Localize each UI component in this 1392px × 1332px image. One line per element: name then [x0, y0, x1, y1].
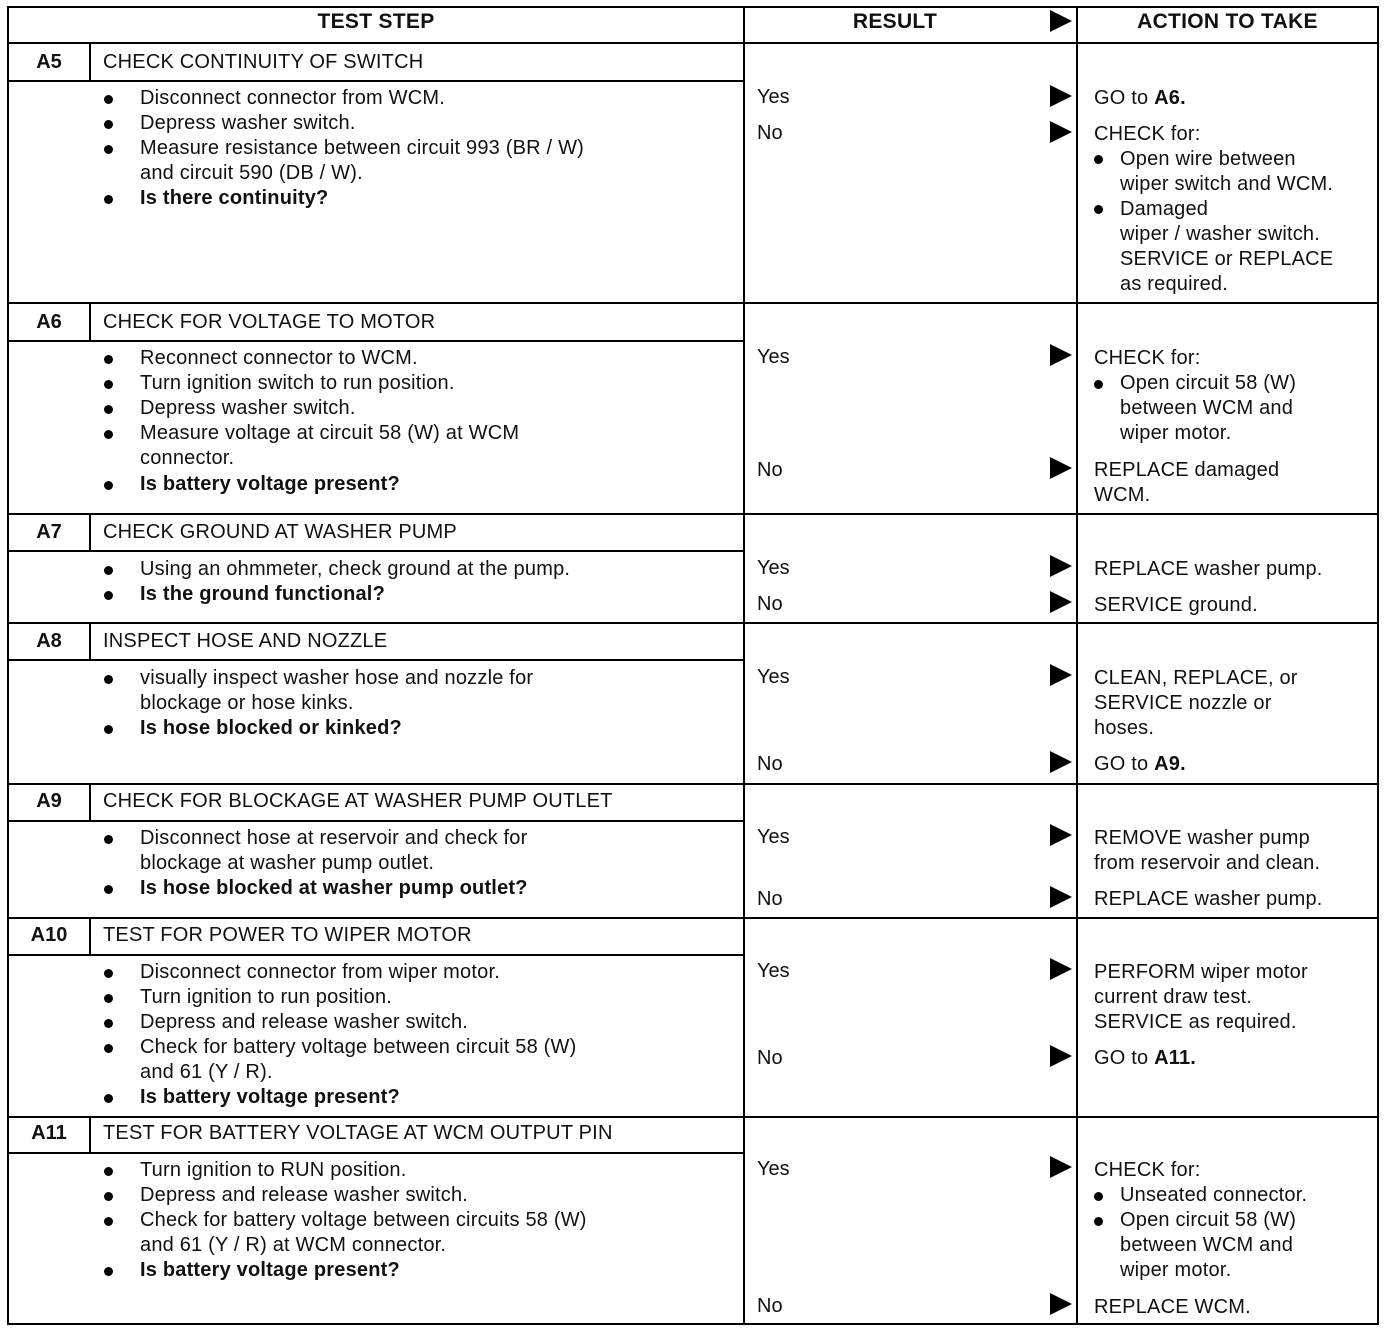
result-no: No — [757, 122, 783, 144]
action-text: wiper switch and WCM. — [1120, 173, 1334, 195]
title-underline — [9, 820, 743, 822]
step-line: Disconnect connector from wiper motor. — [140, 961, 500, 983]
action-text: CHECK for: — [1094, 1159, 1201, 1181]
step-title: CHECK FOR BLOCKAGE AT WASHER PUMP OUTLET — [103, 790, 613, 812]
header-arrow-icon — [1050, 10, 1072, 32]
step-question: Is battery voltage present? — [140, 1086, 400, 1108]
step-line: Disconnect connector from WCM. — [140, 87, 445, 109]
action-text: wiper motor. — [1120, 422, 1232, 444]
action-text: wiper / washer switch. — [1120, 223, 1321, 245]
step-line: blockage at washer pump outlet. — [140, 852, 435, 874]
arrow-right-icon — [1050, 85, 1072, 107]
step-line: Turn ignition switch to run position. — [140, 372, 455, 394]
row-divider — [7, 622, 1379, 624]
bullet-icon — [104, 566, 113, 575]
step-id: A9 — [36, 790, 62, 812]
action-text: Open circuit 58 (W) — [1120, 1209, 1297, 1231]
arrow-right-icon — [1050, 457, 1072, 479]
arrow-right-icon — [1050, 886, 1072, 908]
arrow-right-icon — [1050, 824, 1072, 846]
title-underline — [9, 340, 743, 342]
arrow-right-icon — [1050, 751, 1072, 773]
result-yes: Yes — [757, 826, 790, 848]
step-line: Check for battery voltage between circuits 58 (W) — [140, 1209, 587, 1231]
action-text: Open wire between — [1120, 148, 1296, 170]
action-text: Open circuit 58 (W) — [1120, 372, 1297, 394]
col-divider-result — [743, 6, 745, 1325]
arrow-right-icon — [1050, 958, 1072, 980]
id-divider — [89, 304, 91, 341]
bullet-icon — [1094, 1217, 1103, 1226]
id-divider — [89, 919, 91, 955]
bullet-icon — [104, 675, 113, 684]
bullet-icon — [104, 1094, 113, 1103]
step-title: CHECK GROUND AT WASHER PUMP — [103, 521, 457, 543]
step-title: CHECK CONTINUITY OF SWITCH — [103, 51, 424, 73]
row-divider — [7, 302, 1379, 304]
action-text: PERFORM wiper motor — [1094, 961, 1308, 983]
bullet-icon — [104, 405, 113, 414]
result-yes: Yes — [757, 1158, 790, 1180]
action-text: between WCM and — [1120, 397, 1294, 419]
action-text: GO to A9. — [1094, 753, 1186, 775]
bullet-icon — [104, 355, 113, 364]
step-title: TEST FOR POWER TO WIPER MOTOR — [103, 924, 472, 946]
result-no: No — [757, 459, 783, 481]
title-underline — [9, 550, 743, 552]
arrow-right-icon — [1050, 344, 1072, 366]
step-line: and 61 (Y / R) at WCM connector. — [140, 1234, 447, 1256]
step-question: Is hose blocked at washer pump outlet? — [140, 877, 528, 899]
title-underline — [9, 1152, 743, 1154]
action-text: SERVICE as required. — [1094, 1011, 1297, 1033]
action-text: as required. — [1120, 273, 1229, 295]
step-question: Is battery voltage present? — [140, 1259, 400, 1281]
bullet-icon — [1094, 155, 1103, 164]
step-line: connector. — [140, 447, 235, 469]
id-divider — [89, 785, 91, 821]
result-yes: Yes — [757, 86, 790, 108]
action-text: REMOVE washer pump — [1094, 827, 1310, 849]
action-text: SERVICE or REPLACE — [1120, 248, 1334, 270]
id-divider — [89, 44, 91, 81]
bullet-icon — [104, 994, 113, 1003]
arrow-right-icon — [1050, 1293, 1072, 1315]
step-title: TEST FOR BATTERY VOLTAGE AT WCM OUTPUT PIN — [103, 1122, 613, 1144]
step-line: Check for battery voltage between circuit 58 (W) — [140, 1036, 577, 1058]
row-divider — [7, 1116, 1379, 1118]
bullet-icon — [104, 969, 113, 978]
step-line: and 61 (Y / R). — [140, 1061, 273, 1083]
result-no: No — [757, 753, 783, 775]
step-line: Depress washer switch. — [140, 112, 356, 134]
id-divider — [89, 1118, 91, 1153]
bullet-icon — [104, 1019, 113, 1028]
step-question: Is the ground functional? — [140, 583, 385, 605]
bullet-icon — [104, 591, 113, 600]
action-text: wiper motor. — [1120, 1259, 1232, 1281]
step-question: Is there continuity? — [140, 187, 329, 209]
bullet-icon — [104, 95, 113, 104]
title-underline — [9, 659, 743, 661]
bullet-icon — [104, 1217, 113, 1226]
title-underline — [9, 80, 743, 82]
step-id: A10 — [30, 924, 68, 946]
step-line: Disconnect hose at reservoir and check for — [140, 827, 528, 849]
step-line: Reconnect connector to WCM. — [140, 347, 418, 369]
step-line: Depress and release washer switch. — [140, 1011, 469, 1033]
action-text: current draw test. — [1094, 986, 1253, 1008]
arrow-right-icon — [1050, 121, 1072, 143]
bullet-icon — [104, 145, 113, 154]
arrow-right-icon — [1050, 664, 1072, 686]
bullet-icon — [1094, 1192, 1103, 1201]
step-line: Measure resistance between circuit 993 (BR / W) — [140, 137, 585, 159]
result-no: No — [757, 1295, 783, 1317]
action-text: SERVICE ground. — [1094, 594, 1258, 616]
action-text: GO to A6. — [1094, 87, 1186, 109]
arrow-right-icon — [1050, 1156, 1072, 1178]
result-no: No — [757, 888, 783, 910]
id-divider — [89, 624, 91, 660]
step-id: A7 — [36, 521, 62, 543]
title-underline — [9, 954, 743, 956]
bullet-icon — [104, 481, 113, 490]
step-question: Is hose blocked or kinked? — [140, 717, 402, 739]
action-text: from reservoir and clean. — [1094, 852, 1321, 874]
result-no: No — [757, 1047, 783, 1069]
step-line: Using an ohmmeter, check ground at the pump. — [140, 558, 571, 580]
step-line: visually inspect washer hose and nozzle for — [140, 667, 534, 689]
step-line: Turn ignition to RUN position. — [140, 1159, 407, 1181]
result-yes: Yes — [757, 666, 790, 688]
header-action: ACTION TO TAKE — [1137, 10, 1318, 33]
bullet-icon — [104, 1192, 113, 1201]
action-text: CHECK for: — [1094, 123, 1201, 145]
col-divider-action — [1076, 6, 1078, 1325]
frame-bottom — [7, 1323, 1379, 1325]
result-yes: Yes — [757, 960, 790, 982]
step-line: blockage or hose kinks. — [140, 692, 354, 714]
step-id: A8 — [36, 630, 62, 652]
header-divider — [7, 42, 1379, 44]
bullet-icon — [104, 430, 113, 439]
bullet-icon — [104, 120, 113, 129]
step-line: and circuit 590 (DB / W). — [140, 162, 363, 184]
step-id: A11 — [31, 1122, 67, 1144]
step-line: Depress and release washer switch. — [140, 1184, 469, 1206]
action-text: WCM. — [1094, 484, 1151, 506]
header-test-step: TEST STEP — [317, 10, 435, 33]
action-text: CHECK for: — [1094, 347, 1201, 369]
action-text: REPLACE washer pump. — [1094, 888, 1323, 910]
step-id: A5 — [36, 51, 62, 73]
action-text: REPLACE washer pump. — [1094, 558, 1323, 580]
arrow-right-icon — [1050, 1045, 1072, 1067]
result-no: No — [757, 593, 783, 615]
arrow-right-icon — [1050, 555, 1072, 577]
bullet-icon — [104, 835, 113, 844]
bullet-icon — [104, 195, 113, 204]
action-text: Unseated connector. — [1120, 1184, 1308, 1206]
step-line: Measure voltage at circuit 58 (W) at WCM — [140, 422, 520, 444]
action-text: SERVICE nozzle or — [1094, 692, 1272, 714]
result-yes: Yes — [757, 346, 790, 368]
id-divider — [89, 515, 91, 551]
step-title: INSPECT HOSE AND NOZZLE — [103, 630, 388, 652]
bullet-icon — [104, 1167, 113, 1176]
bullet-icon — [1094, 380, 1103, 389]
bullet-icon — [1094, 205, 1103, 214]
row-divider — [7, 917, 1379, 919]
result-yes: Yes — [757, 557, 790, 579]
header-result: RESULT — [852, 10, 938, 33]
arrow-right-icon — [1050, 591, 1072, 613]
step-question: Is battery voltage present? — [140, 473, 400, 495]
action-text: REPLACE WCM. — [1094, 1296, 1251, 1318]
row-divider — [7, 783, 1379, 785]
step-id: A6 — [36, 311, 62, 333]
step-line: Turn ignition to run position. — [140, 986, 393, 1008]
action-text: REPLACE damaged — [1094, 459, 1280, 481]
frame-right — [1377, 6, 1379, 1325]
action-text: GO to A11. — [1094, 1047, 1197, 1069]
bullet-icon — [104, 725, 113, 734]
row-divider — [7, 513, 1379, 515]
step-line: Depress washer switch. — [140, 397, 356, 419]
action-text: between WCM and — [1120, 1234, 1294, 1256]
bullet-icon — [104, 380, 113, 389]
bullet-icon — [104, 1267, 113, 1276]
bullet-icon — [104, 1044, 113, 1053]
action-text: CLEAN, REPLACE, or — [1094, 667, 1298, 689]
action-text: Damaged — [1120, 198, 1209, 220]
bullet-icon — [104, 885, 113, 894]
step-title: CHECK FOR VOLTAGE TO MOTOR — [103, 311, 436, 333]
action-text: hoses. — [1094, 717, 1155, 739]
